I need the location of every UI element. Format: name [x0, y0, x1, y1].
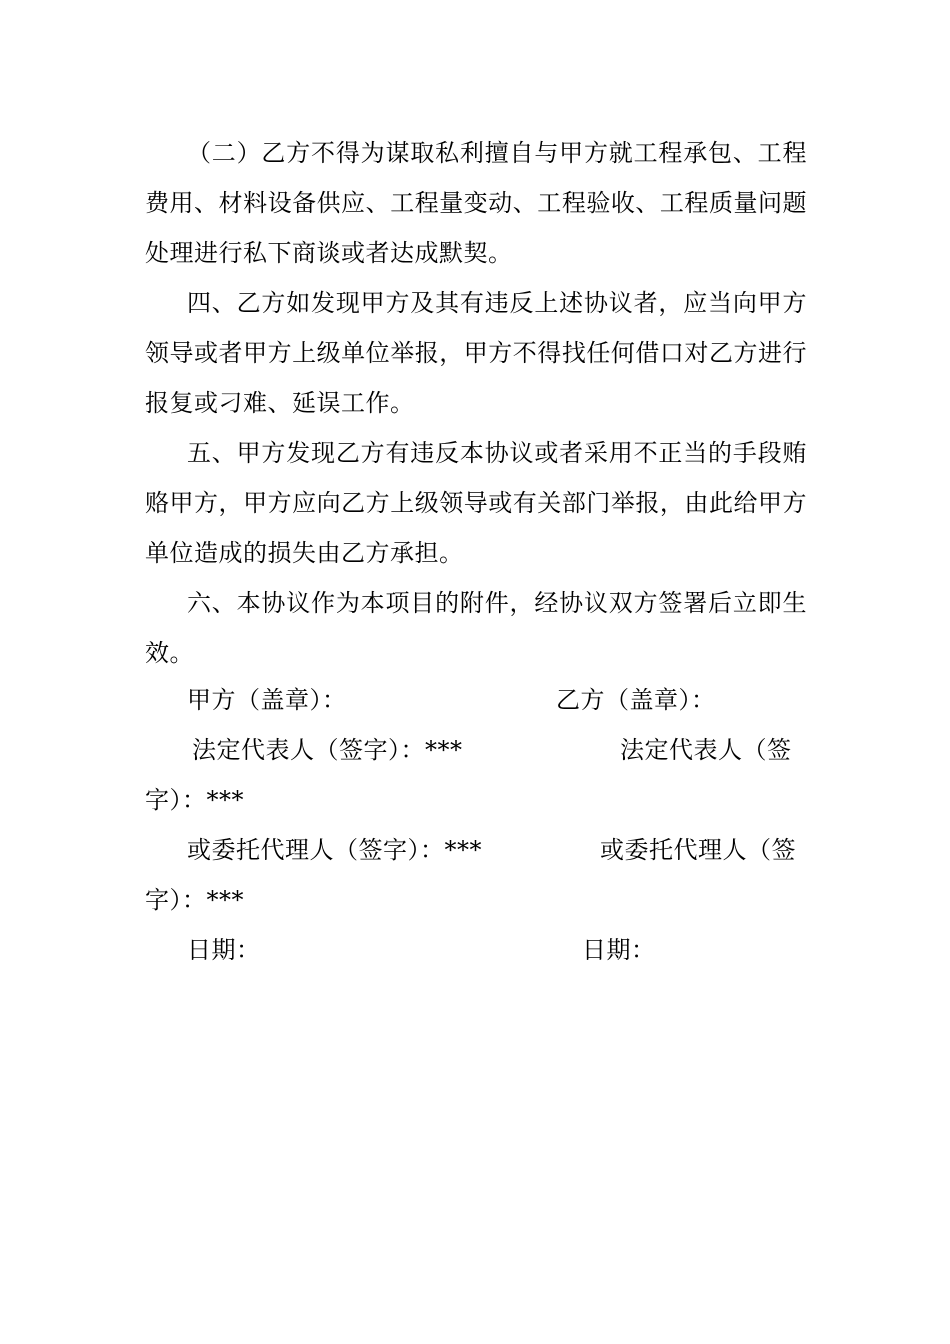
- party-a-agent: 或委托代理人（签字）：***: [187, 836, 482, 864]
- clause-6-paragraph: 六、本协议作为本项目的附件，经协议双方签署后立即生效。: [145, 589, 807, 667]
- party-b-legal-rep-line2: 字）：***: [145, 786, 244, 814]
- party-b-agent-line1: 或委托代理人（签: [600, 836, 796, 864]
- party-b-seal-label: 乙方（盖章）：: [556, 686, 716, 714]
- party-b-agent-line2: 字）：***: [145, 886, 244, 914]
- party-a-legal-rep: 法定代表人（签字）：***: [192, 736, 463, 764]
- party-a-date-label: 日期：: [187, 936, 261, 964]
- party-b-legal-rep-line1: 法定代表人（签: [620, 736, 792, 764]
- clause-2-paragraph: （二）乙方不得为谋取私利擅自与甲方就工程承包、工程费用、材料设备供应、工程量变动、工程验收、工程质量问题处理进行私下商谈或者达成默契。: [145, 139, 807, 267]
- clause-4-paragraph: 四、乙方如发现甲方及其有违反上述协议者，应当向甲方领导或者甲方上级单位举报，甲方不得找任何借口对乙方进行报复或刁难、延误工作。: [145, 289, 807, 417]
- party-b-date-label: 日期：: [582, 936, 656, 964]
- party-a-seal-label: 甲方（盖章）：: [187, 686, 347, 714]
- clause-5-paragraph: 五、甲方发现乙方有违反本协议或者采用不正当的手段贿赂甲方，甲方应向乙方上级领导或有关部门举报，由此给甲方单位造成的损失由乙方承担。: [145, 439, 807, 567]
